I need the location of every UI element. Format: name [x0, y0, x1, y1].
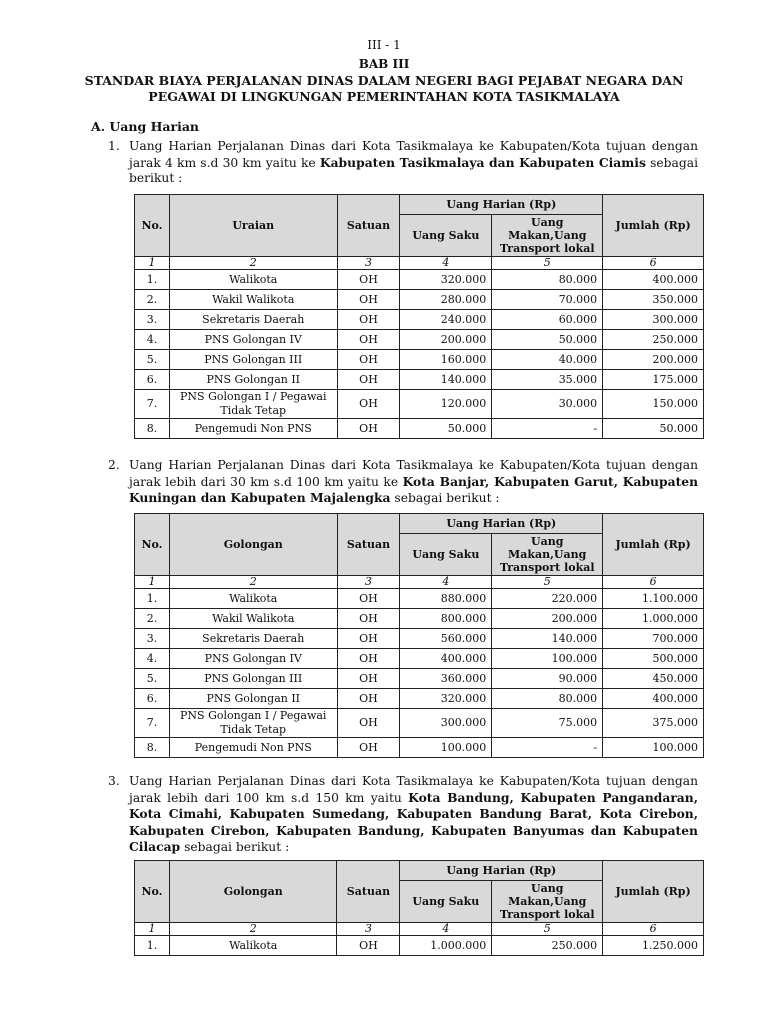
table-cell: 250.000 — [603, 330, 704, 350]
table-cell: PNS Golongan II — [169, 689, 337, 709]
table-cell: 1.100.000 — [603, 589, 704, 609]
index-cell: 3 — [337, 257, 400, 270]
table-cell: OH — [337, 738, 400, 758]
index-cell: 6 — [603, 257, 704, 270]
table-cell: 450.000 — [603, 669, 704, 689]
table-cell: 2. — [135, 290, 170, 310]
table-cell: 200.000 — [603, 350, 704, 370]
table-cell: 320.000 — [400, 270, 492, 290]
table-cell: 1. — [135, 936, 170, 956]
table-cell: 200.000 — [492, 609, 603, 629]
index-cell: 3 — [337, 923, 400, 936]
table-cell: 7. — [135, 709, 170, 738]
table-cell: 150.000 — [603, 390, 704, 419]
table-cell: 360.000 — [400, 669, 492, 689]
index-cell: 4 — [400, 923, 492, 936]
table-cell: 60.000 — [492, 310, 603, 330]
table-row — [135, 419, 704, 439]
table-cell: 3. — [135, 629, 170, 649]
table-cell: Sekretaris Daerah — [169, 310, 337, 330]
table-cell: 560.000 — [400, 629, 492, 649]
index-cell: 5 — [492, 923, 603, 936]
page-number: III - 1 — [367, 38, 401, 52]
table-cell: 500.000 — [603, 649, 704, 669]
col-satuan: Satuan — [337, 861, 400, 923]
table-cell: 80.000 — [492, 270, 603, 290]
index-cell: 1 — [135, 257, 170, 270]
table-cell: 400.000 — [603, 270, 704, 290]
item-text-part: Uang Harian Perjalanan Dinas dari Kota Tasikmalaya ke Kabupaten/Kota tujuan dengan jarak 4 km s.d 30 km yaitu ke — [129, 139, 698, 170]
table-cell: 1.250.000 — [603, 936, 704, 956]
table-cell: Walikota — [169, 589, 337, 609]
index-cell: 4 — [400, 576, 492, 589]
table-cell: PNS Golongan III — [169, 669, 337, 689]
table-cell: 1.000.000 — [603, 609, 704, 629]
item-3 — [108, 774, 698, 856]
document-title: STANDAR BIAYA PERJALANAN DINAS DALAM NEGERI BAGI PEJABAT NEGARA DAN PEGAWAI DI LINGKUNGAN PEMERINTAHAN KOTA TASIKMALAYA — [84, 73, 684, 104]
table-cell: Walikota — [169, 936, 336, 956]
item-text-part: Uang Harian Perjalanan Dinas dari Kota Tasikmalaya ke Kabupaten/Kota tujuan dengan jarak lebih dari 30 km s.d 100 km yaitu ke — [129, 458, 698, 489]
table-cell: 400.000 — [400, 649, 492, 669]
col-satuan: Satuan — [337, 514, 400, 576]
table-cell: 80.000 — [492, 689, 603, 709]
table-cell: OH — [337, 310, 400, 330]
col-jumlah: Jumlah (Rp) — [603, 195, 704, 257]
table-cell: - — [492, 738, 603, 758]
table-cell: Sekretaris Daerah — [169, 629, 337, 649]
table-cell: 400.000 — [603, 689, 704, 709]
table-cell: 40.000 — [492, 350, 603, 370]
table-cell: Wakil Walikota — [169, 290, 337, 310]
table-cell: 6. — [135, 689, 170, 709]
item-text-part: Kabupaten Tasikmalaya dan Kabupaten Ciamis — [319, 154, 646, 170]
table-row — [135, 669, 704, 689]
item-text — [129, 139, 698, 187]
table-row — [135, 738, 704, 758]
table-cell: 700.000 — [603, 629, 704, 649]
table-cell: 375.000 — [603, 709, 704, 738]
table-row — [135, 936, 704, 956]
table-cell: PNS Golongan I / Pegawai Tidak Tetap — [169, 390, 337, 419]
table-cell: 6. — [135, 370, 170, 390]
col-uang-makan: Uang Makan,Uang Transport lokal — [492, 534, 603, 576]
table-cell: OH — [337, 709, 400, 738]
item-text — [129, 458, 698, 507]
item-text-part: Uang Harian Perjalanan Dinas dari Kota Tasikmalaya ke Kabupaten/Kota tujuan dengan jarak lebih dari 100 km s.d 150 km yaitu — [129, 774, 698, 805]
index-cell: 2 — [169, 257, 337, 270]
index-cell: 6 — [603, 923, 704, 936]
col-uang-harian: Uang Harian (Rp) — [400, 861, 603, 881]
table-cell: 320.000 — [400, 689, 492, 709]
table-cell: OH — [337, 629, 400, 649]
table-cell: OH — [337, 419, 400, 439]
table-cell: Walikota — [169, 270, 337, 290]
table-row — [135, 310, 704, 330]
table-cell: 75.000 — [492, 709, 603, 738]
item-text-part: Kota Bandung, Kabupaten Pangandaran, Kota Cimahi, Kabupaten Sumedang, Kabupaten Bandung Barat, Kota Cirebon, Kabupaten Cirebon, Kabupaten Bandung, Kabupaten Banyumas dan Kabupaten Cilacap — [129, 789, 698, 854]
col-uang-saku: Uang Saku — [400, 215, 492, 257]
index-cell: 2 — [169, 576, 337, 589]
table-cell: 2. — [135, 609, 170, 629]
table-cell: 100.000 — [603, 738, 704, 758]
table-cell: 70.000 — [492, 290, 603, 310]
table-cell: 50.000 — [603, 419, 704, 439]
table-row — [135, 270, 704, 290]
table-cell: 4. — [135, 330, 170, 350]
table-row — [135, 609, 704, 629]
col-uraian: Uraian — [169, 195, 337, 257]
item-text — [129, 774, 698, 856]
col-uang-makan: Uang Makan,Uang Transport lokal — [492, 881, 603, 923]
index-cell: 1 — [135, 576, 170, 589]
table-cell: 50.000 — [400, 419, 492, 439]
table-cell: 300.000 — [400, 709, 492, 738]
item-number: 2. — [108, 458, 120, 472]
table-cell: 250.000 — [492, 936, 603, 956]
table-row — [135, 629, 704, 649]
table-cell: 1.000.000 — [400, 936, 492, 956]
item-text-part: Kota Banjar, Kabupaten Garut, Kabupaten Kuningan dan Kabupaten Majalengka — [129, 473, 699, 505]
table-cell: OH — [337, 669, 400, 689]
col-uang-makan: Uang Makan,Uang Transport lokal — [492, 215, 603, 257]
col-no: No. — [135, 195, 170, 257]
item-text-part: sebagai berikut : — [180, 840, 290, 854]
rate-table-2 — [134, 513, 704, 758]
table-cell: 8. — [135, 419, 170, 439]
table-cell: PNS Golongan III — [169, 350, 337, 370]
table-cell: 100.000 — [400, 738, 492, 758]
table-cell: Wakil Walikota — [169, 609, 337, 629]
item-2 — [108, 458, 698, 507]
col-uang-harian: Uang Harian (Rp) — [400, 195, 603, 215]
table-cell: Pengemudi Non PNS — [169, 419, 337, 439]
table-cell: 1. — [135, 589, 170, 609]
col-uang-saku: Uang Saku — [400, 534, 492, 576]
table-cell: 280.000 — [400, 290, 492, 310]
table-cell: 300.000 — [603, 310, 704, 330]
table-cell: 5. — [135, 669, 170, 689]
index-cell: 1 — [135, 923, 170, 936]
index-cell: 6 — [603, 576, 704, 589]
item-number: 1. — [108, 139, 120, 153]
table-cell: Pengemudi Non PNS — [169, 738, 337, 758]
table-cell: 160.000 — [400, 350, 492, 370]
table-row — [135, 589, 704, 609]
table-cell: OH — [337, 589, 400, 609]
section-heading: A. Uang Harian — [91, 119, 200, 134]
table-cell: OH — [337, 370, 400, 390]
table-cell: 800.000 — [400, 609, 492, 629]
table-cell: 240.000 — [400, 310, 492, 330]
chapter-heading: BAB III — [358, 57, 410, 71]
table-cell: OH — [337, 270, 400, 290]
table-cell: OH — [337, 609, 400, 629]
table-row — [135, 649, 704, 669]
rate-table-1 — [134, 194, 704, 439]
item-number: 3. — [108, 774, 120, 788]
table-cell: 3. — [135, 310, 170, 330]
index-cell: 3 — [337, 576, 400, 589]
table-cell: OH — [337, 390, 400, 419]
table-cell: 90.000 — [492, 669, 603, 689]
col-satuan: Satuan — [337, 195, 400, 257]
col-uang-saku: Uang Saku — [400, 881, 492, 923]
index-cell: 5 — [492, 257, 603, 270]
col-jumlah: Jumlah (Rp) — [603, 861, 704, 923]
table-cell: 8. — [135, 738, 170, 758]
table-cell: OH — [337, 290, 400, 310]
col-uang-harian: Uang Harian (Rp) — [400, 514, 603, 534]
table-cell: 4. — [135, 649, 170, 669]
table-cell: 1. — [135, 270, 170, 290]
col-no: No. — [135, 514, 170, 576]
table-cell: OH — [337, 936, 400, 956]
table-cell: - — [492, 419, 603, 439]
item-text-part: sebagai berikut : — [129, 155, 699, 185]
col-golongan: Golongan — [169, 861, 336, 923]
table-cell: 5. — [135, 350, 170, 370]
table-row — [135, 689, 704, 709]
table-cell: PNS Golongan IV — [169, 330, 337, 350]
table-cell: 880.000 — [400, 589, 492, 609]
table-cell: PNS Golongan I / Pegawai Tidak Tetap — [169, 709, 337, 738]
table-cell: 35.000 — [492, 370, 603, 390]
table-cell: OH — [337, 649, 400, 669]
table-cell: PNS Golongan IV — [169, 649, 337, 669]
col-no: No. — [135, 861, 170, 923]
table-cell: OH — [337, 330, 400, 350]
table-cell: 350.000 — [603, 290, 704, 310]
col-golongan: Golongan — [169, 514, 337, 576]
item-1 — [108, 139, 698, 187]
index-cell: 5 — [492, 576, 603, 589]
table-row — [135, 370, 704, 390]
table-cell: 30.000 — [492, 390, 603, 419]
index-cell: 4 — [400, 257, 492, 270]
table-row — [135, 709, 704, 738]
table-row — [135, 390, 704, 419]
table-row — [135, 350, 704, 370]
table-cell: 120.000 — [400, 390, 492, 419]
table-cell: 175.000 — [603, 370, 704, 390]
table-cell: 220.000 — [492, 589, 603, 609]
table-cell: OH — [337, 689, 400, 709]
rate-table-3 — [134, 860, 704, 956]
table-cell: 50.000 — [492, 330, 603, 350]
table-cell: 100.000 — [492, 649, 603, 669]
table-cell: 200.000 — [400, 330, 492, 350]
index-cell: 2 — [169, 923, 336, 936]
table-cell: PNS Golongan II — [169, 370, 337, 390]
table-row — [135, 290, 704, 310]
col-jumlah: Jumlah (Rp) — [603, 514, 704, 576]
table-row — [135, 330, 704, 350]
table-cell: OH — [337, 350, 400, 370]
table-cell: 7. — [135, 390, 170, 419]
table-cell: 140.000 — [400, 370, 492, 390]
item-text-part: sebagai berikut : — [390, 491, 500, 505]
table-cell: 140.000 — [492, 629, 603, 649]
